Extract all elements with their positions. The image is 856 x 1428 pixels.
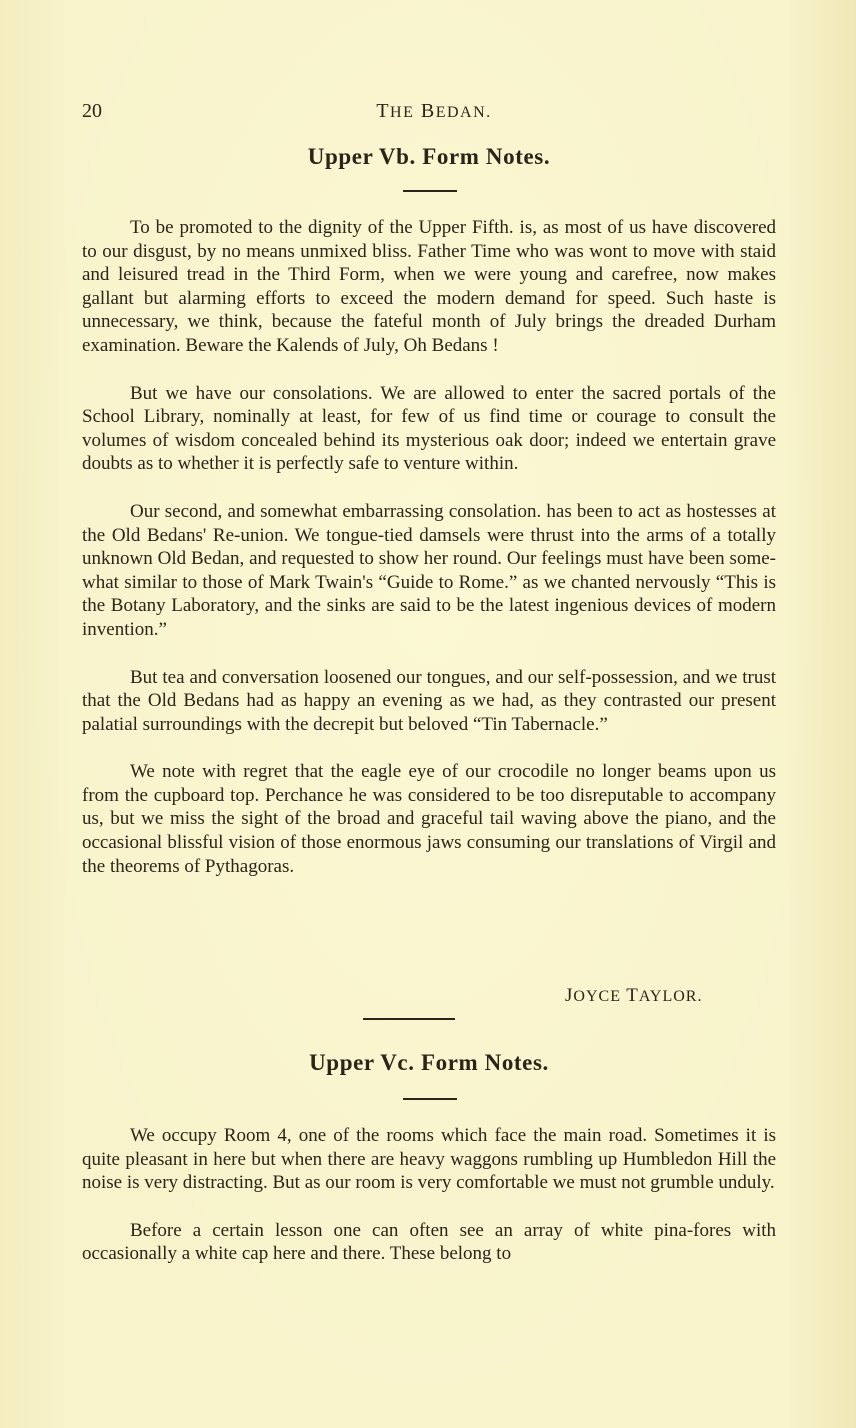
running-title-text: THE BEDAN.: [376, 100, 492, 122]
section-body-vc: [82, 1124, 776, 1266]
paragraph: But tea and conversation loosened our tongues, and our self-possession, and we trust that the Old Bedans had as happy an evening as we had, as they contrasted our present palatial surroundings with the decrepit but beloved “Tin Tabernacle.”: [82, 666, 776, 735]
title-rule-vc: [403, 1098, 457, 1100]
page-header: [82, 100, 776, 128]
paragraph: Before a certain lesson one can often see an array of white pina-fores with occasionally a white cap here and there. These belong to: [82, 1219, 776, 1265]
paragraph: We occupy Room 4, one of the rooms which face the main road. Sometimes it is quite pleasant in here but when there are heavy waggons rumbling up Humbledon Hill the noise is very distracting. But as our room is very comfortable we must not grumble unduly.: [82, 1125, 776, 1194]
page-number: 20: [82, 100, 102, 122]
paragraph: To be promoted to the dignity of the Upper Fifth. is, as most of us have discovered to our disgust, by no means unmixed bliss. Father Time who was wont to move with staid and leisured tread in the Third Form, when we were young and carefree, now makes gallant but alarming efforts to exceed the modern demand for speed. Such haste is unnecessary, we think, because the fateful month of July brings the dreaded Durham examination. Beware the Kalends of July, Oh Bedans !: [82, 217, 776, 356]
section-divider: [363, 1018, 455, 1020]
section-body-vb: [82, 216, 776, 878]
running-title: [82, 100, 776, 123]
paragraph: We note with regret that the eagle eye of our crocodile no longer beams upon us from the cupboard top. Perchance he was considered to be too disreputable to accompany us, but we miss the sight of the broad and graceful tail waving above the piano, and the occasional blissful vision of those enormous jaws consuming our translations of Virgil and the theorems of Pythagoras.: [82, 761, 776, 877]
signature-text: JOYCE TAYLOR.: [565, 985, 703, 1006]
paragraph: Our second, and somewhat embarrassing consolation. has been to act as hostesses at the Old Bedans' Re-union. We tongue-tied damsels were thrust into the arms of a totally unknown Old Bedan, and requested to show her round. Our feelings must have been some-what similar to those of Mark Twain's “Guide to Rome.” as we chanted nervously “This is the Botany Laboratory, and the sinks are said to be the latest ingenious devices of modern invention.”: [82, 500, 776, 640]
paragraph: But we have our consolations. We are allowed to enter the sacred portals of the School Library, nominally at least, for few of us find time or courage to consult the volumes of wisdom concealed behind its mysterious oak door; indeed we entertain grave doubts as to whether it is perfectly safe to venture within.: [82, 382, 776, 475]
title-rule-vb: [403, 190, 457, 192]
section-title-vc: Upper Vc. Form Notes.: [309, 1050, 549, 1075]
section-title-vb: Upper Vb. Form Notes.: [307, 144, 551, 169]
signature: [565, 985, 702, 1007]
